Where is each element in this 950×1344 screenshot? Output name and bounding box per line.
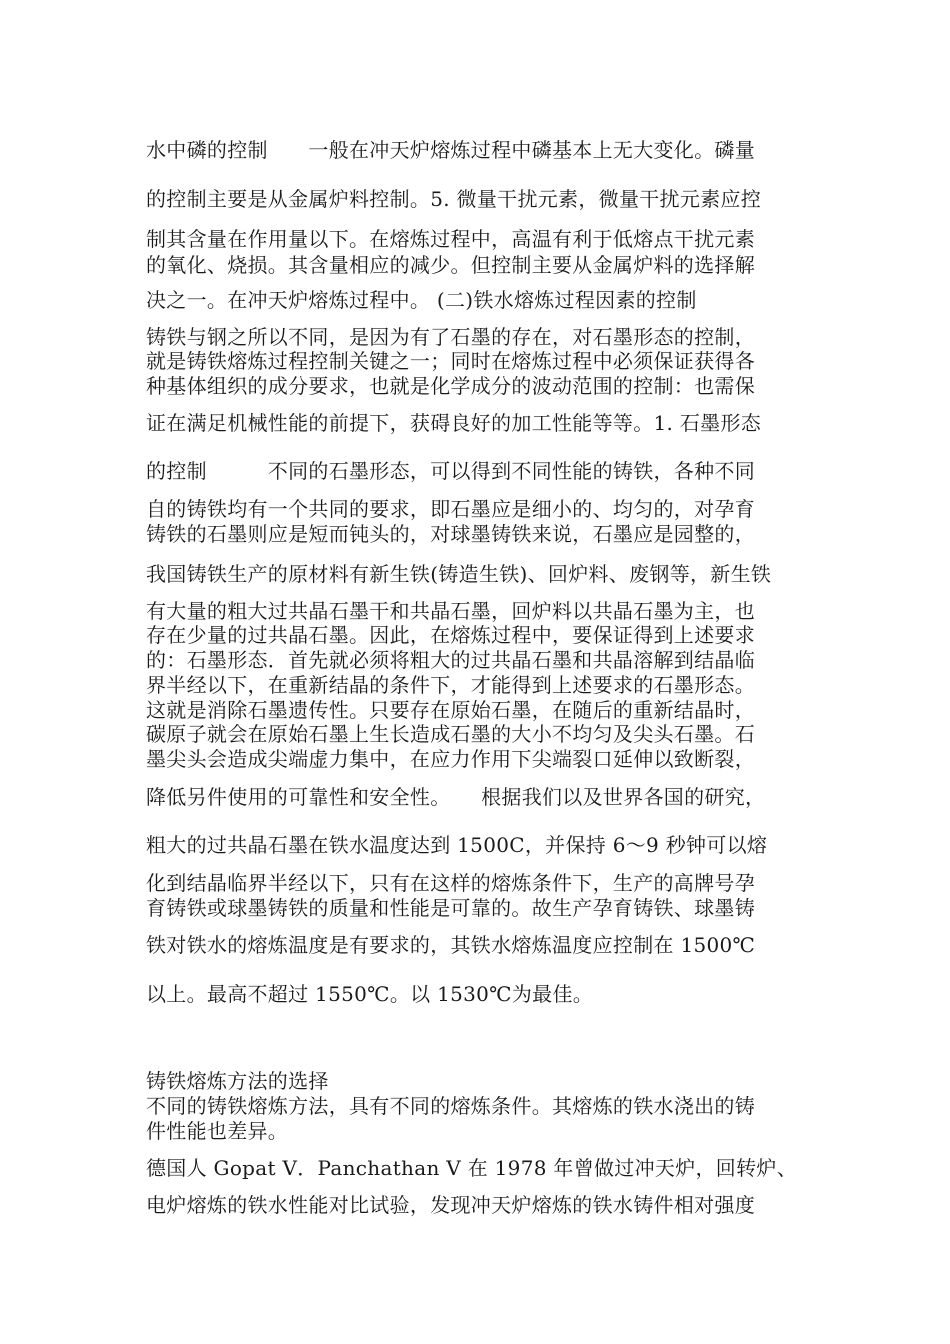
text-line: 的控制主要是从金属炉料控制。5. 微量干扰元素，微量干扰元素应控 <box>146 187 762 211</box>
text-line: 的氧化、烧损。其含量相应的减少。但控制主要从金属炉料的选择解 <box>146 253 755 277</box>
text-line: 的控制 不同的石墨形态，可以得到不同性能的铸铁，各种不同 <box>146 459 755 483</box>
text-line: 界半经以下，在重新结晶的条件下，才能得到上述要求的石墨形态。 <box>146 673 755 697</box>
section-heading: 铸铁熔炼方法的选择 <box>146 1069 329 1093</box>
text-line: 有大量的粗大过共晶石墨干和共晶石墨，回炉料以共晶石墨为主，也 <box>146 599 755 623</box>
text-line: 决之一。在冲天炉熔炼过程中。 (二)铁水熔炼过程因素的控制 <box>146 288 697 312</box>
text-line: 化到结晶临界半经以下，只有在这样的熔炼条件下，生产的高牌号孕 <box>146 871 755 895</box>
text-line: 降低另件使用的可靠性和安全性。 根据我们以及世界各国的研究， <box>146 785 766 809</box>
text-line: 铸铁与钢之所以不同，是因为有了石墨的存在，对石墨形态的控制， <box>146 325 755 349</box>
text-line: 我国铸铁生产的原材料有新生铁(铸造生铁)、回炉料、废钢等，新生铁 <box>146 562 772 586</box>
text-line: 碳原子就会在原始石墨上生长造成石墨的大小不均匀及尖头石墨。石 <box>146 722 755 746</box>
text-line: 这就是消除石墨遗传性。只要存在原始石墨，在随后的重新结晶时， <box>146 698 755 722</box>
text-line: 自的铸铁均有一个共同的要求，即石墨应是细小的、均匀的，对孕育 <box>146 497 755 521</box>
text-line: 的：石墨形态．首先就必须将粗大的过共晶石墨和共晶溶解到结晶临 <box>146 648 755 672</box>
text-line: 墨尖头会造成尖端虚力集中，在应力作用下尖端裂口延伸以致断裂， <box>146 747 755 771</box>
text-line: 制其含量在作用量以下。在熔炼过程中，高温有利于低熔点干扰元素 <box>146 227 755 251</box>
text-line: 铸铁的石墨则应是短而钝头的，对球墨铸铁来说，石墨应是园整的， <box>146 522 755 546</box>
text-line: 以上。最高不超过 1550℃。以 1530℃为最佳。 <box>146 982 594 1006</box>
text-line: 证在满足机械性能的前提下，获碍良好的加工性能等等。1. 石墨形态 <box>146 411 762 435</box>
text-line: 铁对铁水的熔炼温度是有要求的，其铁水熔炼温度应控制在 1500℃ <box>146 933 756 957</box>
text-line: 存在少量的过共晶石墨。因此，在熔炼过程中，要保证得到上述要求 <box>146 623 755 647</box>
text-line: 德国人 Gopat V．Panchathan V 在 1978 年曾做过冲天炉，回转炉、 <box>146 1156 798 1180</box>
text-line: 种基体组织的成分要求，也就是化学成分的波动范围的控制：也需保 <box>146 374 755 398</box>
text-line: 不同的铸铁熔炼方法，具有不同的熔炼条件。其熔炼的铁水浇出的铸 <box>146 1094 755 1118</box>
text-line: 电炉熔炼的铁水性能对比试验，发现冲天炉熔炼的铁水铸件相对强度 <box>146 1193 755 1217</box>
text-line: 育铸铁或球墨铸铁的质量和性能是可靠的。故生产孕育铸铁、球墨铸 <box>146 896 755 920</box>
text-line: 粗大的过共晶石墨在铁水温度达到 1500C，并保持 6～9 秒钟可以熔 <box>146 833 768 857</box>
text-line: 就是铸铁熔炼过程控制关键之一；同时在熔炼过程中必须保证获得各 <box>146 349 755 373</box>
text-line: 水中磷的控制 一般在冲天炉熔炼过程中磷基本上无大变化。磷量 <box>146 138 755 162</box>
text-line: 件性能也差异。 <box>146 1119 289 1143</box>
